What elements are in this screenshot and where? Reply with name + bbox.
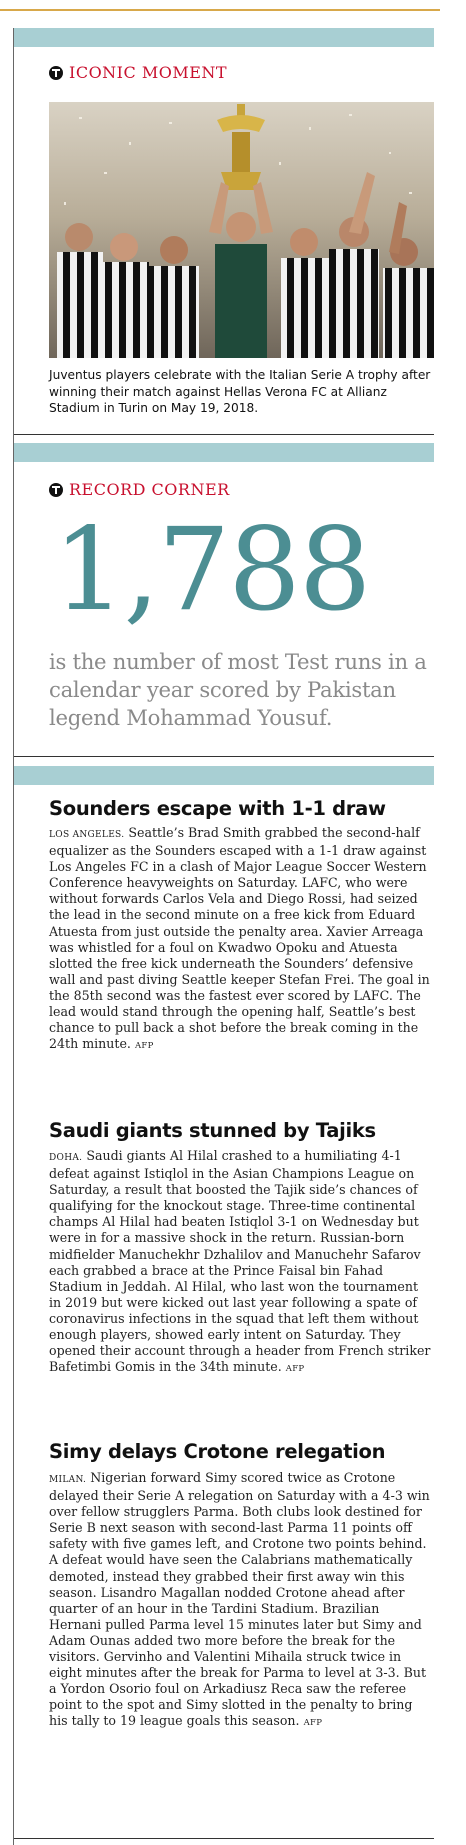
section-band-record — [14, 443, 434, 462]
article-dateline: MILAN. — [49, 1475, 87, 1485]
bottom-rule — [14, 1838, 434, 1839]
article-credit: AFP — [134, 1041, 154, 1052]
article-body-saudi — [49, 1148, 434, 1377]
record-number: 1,788 — [53, 503, 370, 636]
photo-caption: Juventus players celebrate with the Italian Serie A trophy after winning their match against Hellas Verona FC at Allianz Stadium in Turin on May 19, 2018. — [49, 368, 431, 415]
iconic-moment-label: ICONIC MOMENT — [69, 63, 228, 82]
photo-illustration — [49, 102, 434, 358]
section-divider-2 — [14, 756, 434, 757]
article-body-sounders — [49, 825, 434, 1054]
times-logo-icon — [49, 66, 63, 80]
article-dateline: LOS ANGELES. — [49, 830, 125, 840]
top-rule — [0, 9, 440, 11]
section-band-briefs — [14, 766, 434, 785]
article-text: Seattle’s Brad Smith grabbed the second-half equalizer as the Sounders escaped with a 1-1 draw against Los Angeles FC in a clash of Major League Soccer Western Conference heavyweights on Saturday. LAFC, who were without forwards Carlos Vela and Diego Rossi, had seized the lead in the second minute on a free kick from Eduard Atuesta from just outside the penalty area. Xavier Arreaga was whistled for a foul on Kwadwo Opoku and Atuesta slotted the free kick underneath the Sounders’ defensive wall and past diving Seattle keeper Stefan Frei. The goal in the 85th second was the fastest ever scored by LAFC. The lead would stand through the opening half, Seattle’s best chance to pull back a shot before the break coming in the 24th minute. — [49, 825, 430, 1052]
iconic-moment-kicker — [49, 63, 227, 82]
juventus-celebration-photo — [49, 102, 434, 358]
article-credit: AFP — [285, 1364, 305, 1375]
article-credit: AFP — [303, 1718, 323, 1729]
left-column-rule — [13, 28, 14, 1845]
article-headline-sounders: Sounders escape with 1-1 draw — [49, 797, 386, 820]
article-text: Nigerian forward Simy scored twice as Crotone delayed their Serie A relegation on Saturday with a 4-3 win over fellow strugglers Parma. Both clubs look destined for Serie B next season with second-last Parma 11 points off safety with five games left, and Crotone two points behind. A defeat would have seen the Calabrians mathematically demoted, instead they grabbed their first away win this season. Lisandro Magallan nodded Crotone ahead after quarter of an hour in the Tardini Stadium. Brazilian Hernani pulled Parma level 15 minutes later but Simy and Adam Ounas added two more before the break for the visitors. Gervinho and Valentini Mihaila struck twice in eight minutes after the break for Parma to level at 3-3. But a Yordon Osorio foul on Arkadiusz Reca saw the referee point to the spot and Simy slotted in the penalty to bring his tally to 19 league goals this season. — [49, 1470, 430, 1729]
record-corner-label: RECORD CORNER — [69, 480, 230, 499]
article-body-crotone — [49, 1470, 434, 1732]
article-headline-saudi: Saudi giants stunned by Tajiks — [49, 1119, 376, 1142]
section-band-iconic — [14, 28, 434, 47]
times-logo-icon — [49, 483, 63, 497]
record-corner-kicker — [49, 480, 230, 499]
article-headline-crotone: Simy delays Crotone relegation — [49, 1440, 386, 1463]
record-description: is the number of most Test runs in a calendar year scored by Pakistan legend Mohammad Yousuf. — [49, 649, 427, 730]
article-text: Saudi giants Al Hilal crashed to a humiliating 4-1 defeat against Istiqlol in the Asian Champions League on Saturday, a result that boosted the Tajik side’s chances of qualifying for the knockout stage. Three-time continental champs Al Hilal had beaten Istiqlol 3-1 on Wednesday but were in for a massive shock in the return. Russian-born midfielder Manuchekhr Dzhalilov and Manuchehr Safarov each grabbed a brace at the Prince Faisal bin Fahad Stadium in Jeddah. Al Hilal, who last won the tournament in 2019 but were kicked out last year following a spate of coronavirus infections in the squad that left them without enough players, showed early intent on Saturday. They opened their account through a header from French striker Bafetimbi Gomis in the 34th minute. — [49, 1148, 431, 1375]
section-divider-1 — [14, 434, 434, 435]
article-dateline: DOHA. — [49, 1153, 83, 1163]
